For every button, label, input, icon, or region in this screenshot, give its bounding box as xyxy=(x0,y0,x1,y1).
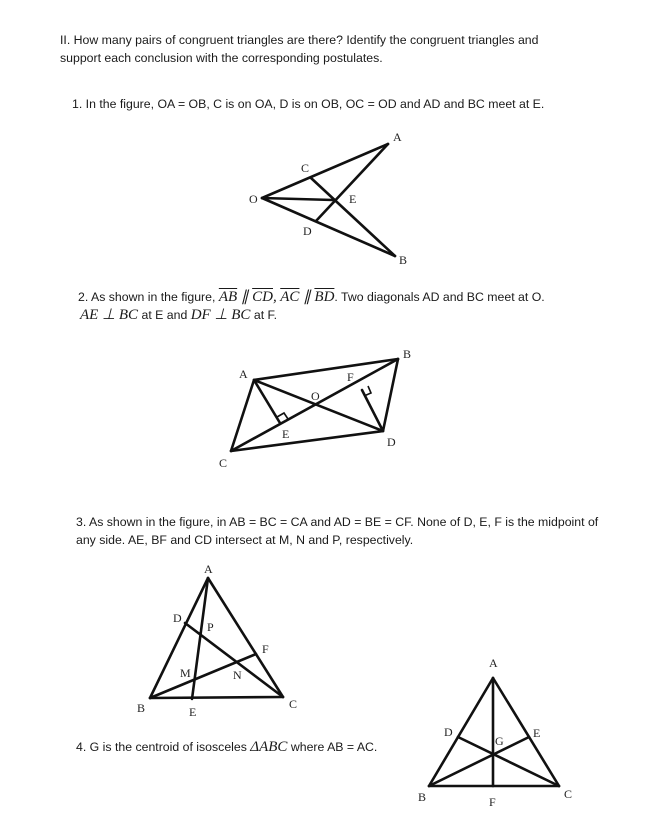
comma: , xyxy=(273,289,281,305)
label-p: P xyxy=(207,620,214,634)
instructions-line-1: II. How many pairs of congruent triangles are there? Identify the congruent triangles and xyxy=(60,33,539,47)
label-c: C xyxy=(219,456,228,470)
problem-3-line-1: 3. As shown in the figure, in AB = BC = CA and AD = BE = CF. None of D, E, F is the midpoint of xyxy=(76,515,599,529)
label-b: B xyxy=(137,701,146,715)
segment-cd: $\overline{CD}$ xyxy=(252,289,273,305)
label-d: D xyxy=(444,725,453,739)
text: at F. xyxy=(250,308,278,322)
label-c: C xyxy=(301,161,310,175)
problem-4-prefix: 4. G is the centroid of isosceles xyxy=(76,740,251,754)
perp-ae-bc: AE ⊥ BC xyxy=(80,307,139,323)
problem-2-prefix: 2. As shown in the figure, xyxy=(78,290,219,304)
label-n: N xyxy=(233,668,242,682)
label-a: A xyxy=(393,130,402,144)
label-d: D xyxy=(303,224,312,238)
segment-ac: $\overline{AC}$ xyxy=(280,289,300,305)
label-g: G xyxy=(495,734,504,748)
instructions-line-2: support each conclusion with the corresponding postulates. xyxy=(60,51,383,65)
problem-2-suffix: . Two diagonals AD and BC meet at O. xyxy=(334,290,545,304)
label-a: A xyxy=(489,656,498,670)
label-m: M xyxy=(180,666,191,680)
label-c: C xyxy=(564,787,573,801)
triangle-abc: ΔABC xyxy=(250,739,288,755)
figure-2 xyxy=(219,347,411,470)
segment-bd: $\overline{BD}$ xyxy=(314,289,335,305)
label-f: F xyxy=(262,642,269,656)
figure-1 xyxy=(249,130,407,267)
label-f: F xyxy=(347,370,354,384)
problem-4-suffix: where AB = AC. xyxy=(287,740,378,754)
label-d: D xyxy=(173,611,182,625)
label-b: B xyxy=(418,790,427,804)
perp-df-bc: DF ⊥ BC xyxy=(190,307,251,323)
label-e: E xyxy=(533,726,541,740)
problem-3-line-2: any side. AE, BF and CD intersect at M, N and P, respectively. xyxy=(76,533,414,547)
figure-4 xyxy=(418,656,572,809)
label-a: A xyxy=(239,367,248,381)
label-o: O xyxy=(311,389,320,403)
label-e: E xyxy=(189,705,197,719)
text: at E and xyxy=(138,308,191,322)
label-e: E xyxy=(282,427,290,441)
figure-3 xyxy=(137,562,297,719)
label-b: B xyxy=(403,347,412,361)
parallel-symbol: ∥ xyxy=(299,289,315,305)
label-a: A xyxy=(204,562,213,576)
label-c: C xyxy=(289,697,298,711)
segment-ab: $\overline{AB}$ xyxy=(218,289,238,305)
problem-1-text: 1. In the figure, OA = OB, C is on OA, D is on OB, OC = OD and AD and BC meet at E. xyxy=(72,97,545,111)
label-f: F xyxy=(489,795,496,809)
parallel-symbol: ∥ xyxy=(237,289,253,305)
label-e: E xyxy=(349,192,357,206)
label-o: O xyxy=(249,192,258,206)
label-d: D xyxy=(387,435,396,449)
label-b: B xyxy=(399,253,408,267)
